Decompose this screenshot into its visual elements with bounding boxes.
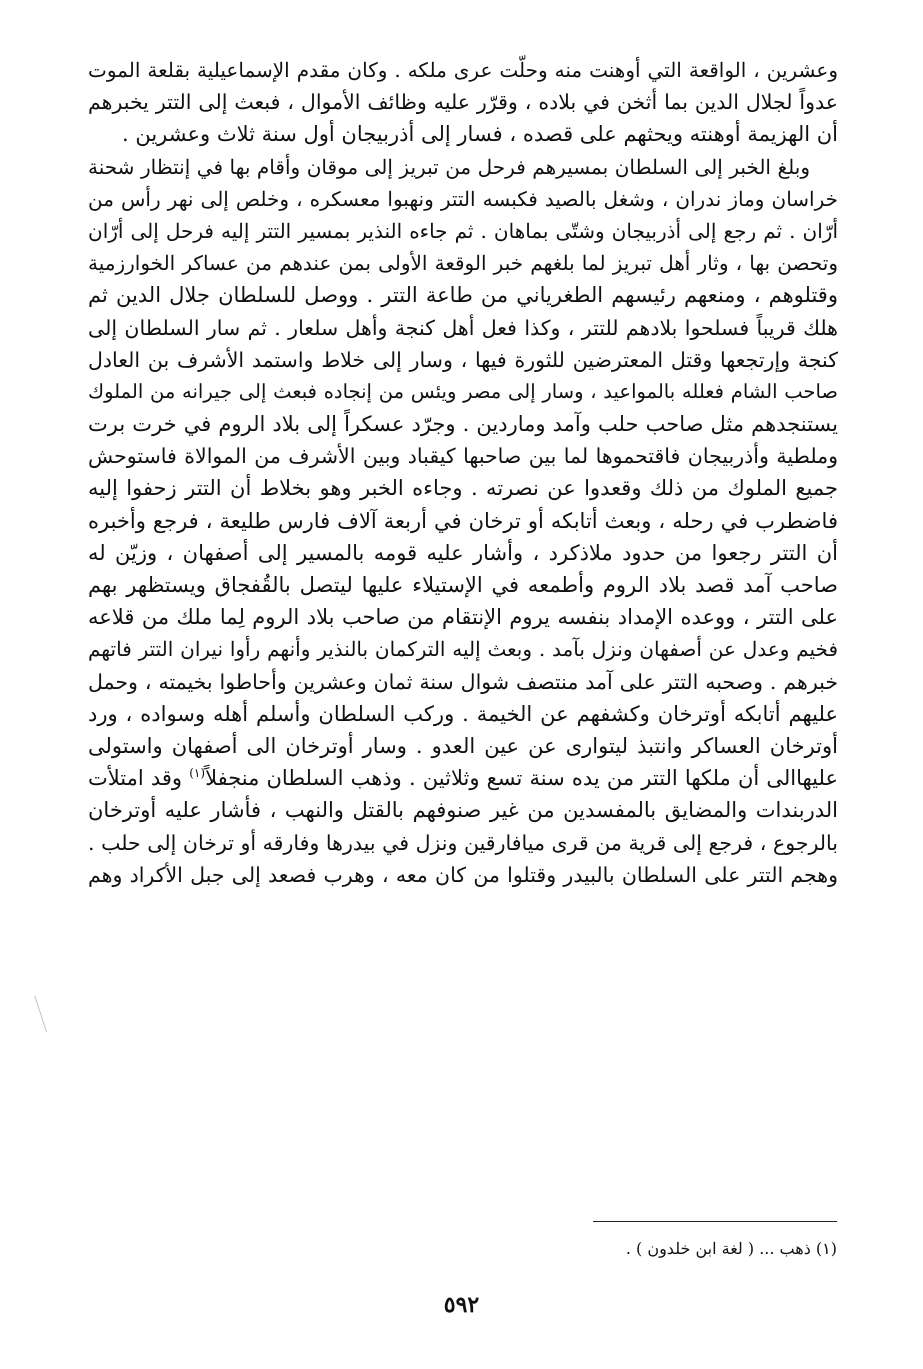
text-line: أن الهزيمة أوهنته ويحثهم على قصده ، فسار إلى أذربيجان أول سنة ثلاث وعشرين . xyxy=(121,122,838,147)
text-segment: وقد امتلأت xyxy=(88,766,190,791)
footnote-reference[interactable]: (١) xyxy=(189,766,206,781)
text-line: وهجم التتر على السلطان بالبيدر وقتلوا من كان معه ، وهرب فصعد إلى جبل الأكراد وهم xyxy=(88,862,838,887)
text-line: على التتر ، ووعده الإمداد بنفسه يروم الإنتقام من صاحب بلاد الروم لِما ملك من قلاعه xyxy=(88,605,838,630)
text-line: أرّان . ثم رجع إلى أذربيجان وشتّى بماهان . ثم جاءه النذير بمسير التتر إليه فرحل إلى أرّان xyxy=(88,218,838,243)
text-segment: عليهاالى أن ملكها التتر من يده سنة تسع وثلاثين . وذهب السلطان منجفلاً xyxy=(205,766,838,791)
paragraph-start-line: وبلغ الخبر إلى السلطان بمسيرهم فرحل من تبريز إلى موقان وأقام بها في إنتظار شحنة xyxy=(88,154,810,179)
text-line: أن التتر رجعوا من حدود ملاذكرد ، وأشار عليه قومه بالمسير إلى أصفهان ، وزيّن له xyxy=(88,540,838,565)
text-line: بالرجوع ، فرجع إلى قرية من قرى ميافارقين ونزل في بيدرها وفارقه أو ترخان إلى حلب . xyxy=(88,830,838,855)
text-line: فاضطرب في رحله ، وبعث أتابكه أو ترخان في أربعة آلاف فارس طليعة ، فرجع وأخبره xyxy=(88,508,838,533)
text-line: صاحب آمد قصد بلاد الروم وأطمعه في الإستيلاء عليها ليتصل بالقُفجاق ويستظهر بهم xyxy=(88,573,838,597)
text-line: وملطية وأذربيجان فاقتحموها لما بين صاحبها كيقباد وبين الأشرف من الموالاة فاستوحش xyxy=(88,444,838,469)
footnote-divider xyxy=(593,1221,837,1222)
text-line: جميع الملوك من ذلك وقعدوا عن نصرته . وجاءه الخبر وهو بخلاط أن التتر زحفوا إليه xyxy=(88,476,838,501)
text-line: عدواً لجلال الدين بما أثخن في بلاده ، وقرّر عليه وظائف الأموال ، فبعث إلى التتر يخبرهم xyxy=(88,90,838,115)
text-line: صاحب الشام فعلله بالمواعيد ، وسار إلى مصر ويئس من إنجاده فبعث إلى جيرانه من الملوك xyxy=(88,379,838,403)
scan-mark xyxy=(34,994,52,1032)
body-text xyxy=(88,54,838,891)
text-line: هلك قريباً فسلحوا بلادهم للتتر ، وكذا فعل أهل كنجة وأهل سلعار . ثم سار السلطان إلى xyxy=(88,315,838,340)
text-line: الدربندات والمضايق بالمفسدين من غير صنوفهم بالقتل والنهب ، فأشار عليه أوترخان xyxy=(88,798,838,823)
text-line: عليهم أتابكه أوترخان وكشفهم عن الخيمة . وركب السلطان وأسلم أهله وسواده ، ورد xyxy=(88,701,838,726)
text-line: أوترخان العساكر وانتبذ ليتوارى عن عين العدو . وسار أوترخان الى أصفهان واستولى xyxy=(88,733,838,758)
text-line: فخيم وعدل عن أصفهان ونزل بآمد . وبعث إليه التركمان بالنذير وأنهم رأوا نيران التتر فاتهم xyxy=(88,637,838,662)
text-line: كنجة وإرتجعها وقتل المعترضين للثورة فيها ، وسار إلى خلاط واستمد الأشرف بن العادل xyxy=(88,347,838,372)
text-line: خراسان وماز ندران ، وشغل بالصيد فكبسه التتر ونهبوا معسكره ، وخلص إلى نهر رأس من xyxy=(88,186,838,211)
text-line: وعشرين ، الواقعة التي أوهنت منه وحلّت عرى ملكه . وكان مقدم الإسماعيلية بقلعة الموت xyxy=(88,58,838,82)
text-line: خبرهم . وصحبه التتر على آمد منتصف شوال سنة ثمان وعشرين وأحاطوا بخيمته ، وحمل xyxy=(88,669,838,694)
text-line: وتحصن بها ، وثار أهل تبريز لما بلغهم خبر الوقعة الأولى بمن عندهم من عساكر الخوارزمية xyxy=(88,251,838,276)
text-line: يستنجدهم مثل صاحب حلب وآمد وماردين . وجرّد عسكراً إلى بلاد الروم في خرت برت xyxy=(88,412,838,437)
text-line: وقتلوهم ، ومنعهم رئيسهم الطغرياني من طاعة التتر . ووصل للسلطان جلال الدين ثم xyxy=(88,283,838,308)
footnote: (١) ذهب ... ( لغة ابن خلدون ) . xyxy=(625,1239,837,1258)
page-number: ٥٩٢ xyxy=(443,1292,480,1318)
text-line-with-footnote xyxy=(88,762,838,794)
